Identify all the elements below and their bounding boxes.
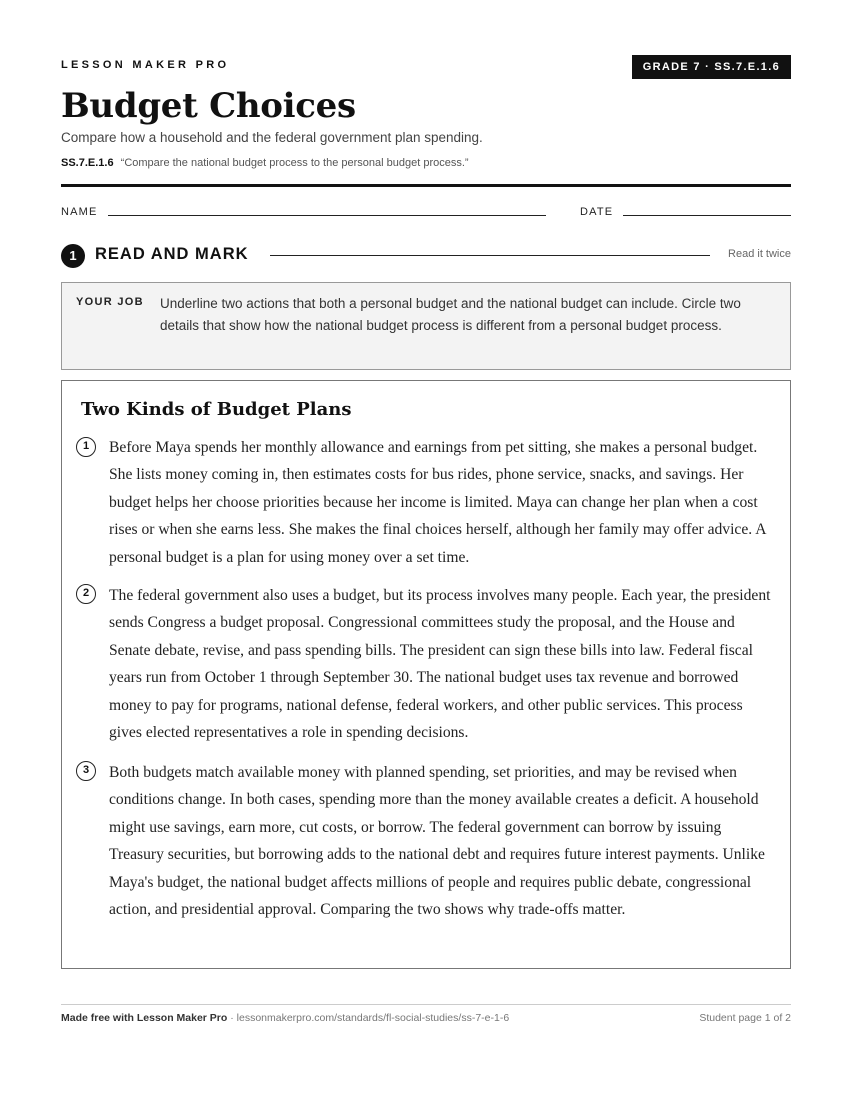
worksheet-page [61,0,791,1100]
footer-divider [61,1004,791,1005]
reading-passage-box [61,380,791,969]
paragraph-2: The federal government also uses a budget, but its process involves many people. Each year, the president sends Congress a budget proposal. Congressional committees study the proposal, and the House and Senate debate, revise, and pass spending bills. The president can sign these bills into law. Federal fiscal years run from October 1 through September 30. The national budget uses tax revenue and borrowed money to pay for programs, national defense, federal workers, and other public services. This process gives elected representatives a role in spending decisions. [109,587,771,742]
header-divider [61,184,791,187]
section-title: READ AND MARK [95,245,249,263]
name-field-line[interactable] [108,215,546,216]
paragraph-number-2: 2 [76,584,96,604]
grade-standard-badge: GRADE 7 · SS.7.E.1.6 [632,55,791,79]
footer-credit [61,1012,509,1024]
reading-title: Two Kinds of Budget Plans [81,399,352,420]
paragraph-number-3: 3 [76,761,96,781]
date-label: DATE [580,206,614,218]
section-rule [270,255,710,256]
top-bar [61,55,791,79]
date-field-line[interactable] [623,215,791,216]
brand-name: LESSON MAKER PRO [61,59,230,71]
paragraph-3: Both budgets match available money with planned spending, set priorities, and may be revised when conditions change. In both cases, spending more than the money available creates a deficit. A household might use savings, earn more, cut costs, or borrow. The federal government can borrow by issuing Treasury securities, but borrowing adds to the national debt and requires future interest payments. Unlike Maya's budget, the national budget affects millions of people and requires public debate, congressional action, and presidential approval. Comparing the two shows why trade-offs matter. [109,764,765,919]
footer-page-number: Student page 1 of 2 [699,1012,791,1024]
footer-url[interactable]: · lessonmakerpro.com/standards/fl-social-studies/ss-7-e-1-6 [227,1012,510,1024]
your-job-instructions: Underline two actions that both a personal budget and the national budget can include. Circle two details that show how the national budget process is different from a personal budget process. [160,296,741,333]
section-note: Read it twice [728,248,791,260]
paragraph-1: Before Maya spends her monthly allowance and earnings from pet sitting, she makes a personal budget. She lists money coming in, then estimates costs for bus rides, phone service, snacks, and savings. Her budget helps her choose priorities because her income is limited. Maya can change her plan when a cost rises or when she earns less. She makes the final choices herself, although her family may offer advice. A personal budget is a plan for using money over a set time. [109,439,766,566]
page-title: Budget Choices [61,86,356,126]
paragraph-number-1: 1 [76,437,96,457]
your-job-label: YOUR JOB [76,296,144,308]
your-job-box [61,282,791,370]
footer-made-with: Made free with Lesson Maker Pro [61,1012,228,1024]
standard-code: SS.7.E.1.6 [61,157,114,169]
standard-text: “Compare the national budget process to the personal budget process.” [120,157,469,169]
name-label: NAME [61,206,98,218]
page-subtitle: Compare how a household and the federal government plan spending. [61,130,483,145]
standard-line [61,157,469,169]
section-number-badge: 1 [61,244,85,268]
